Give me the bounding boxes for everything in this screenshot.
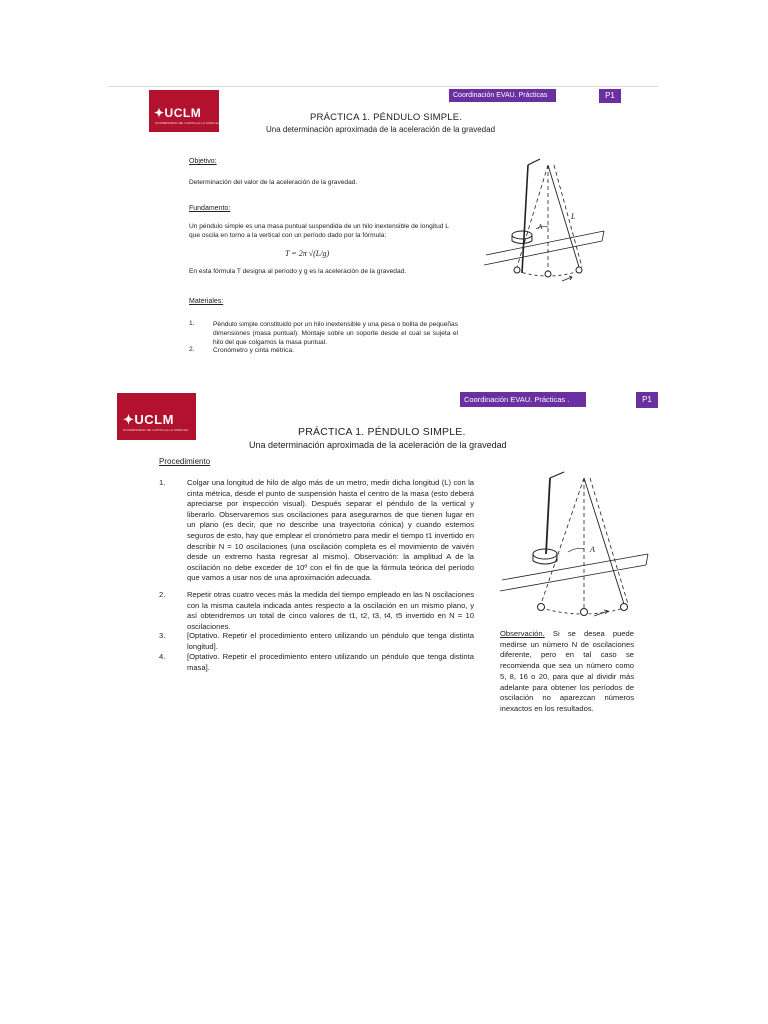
page-subtitle: Una determinación aproximada de la aceleración de la gravedad xyxy=(266,125,496,134)
fundamento-text: Un péndulo simple es una masa puntual suspendida de un hilo inextensible de longitud L que oscila en torno a la vertical con un período dado por la fórmula: xyxy=(189,223,449,239)
procedure-step: [Optativo. Repetir el procedimiento entero utilizando un péndulo que tenga distinta masa]. xyxy=(187,652,474,672)
step-number: 4. xyxy=(159,652,166,661)
logo-brand: ✦UCLM xyxy=(123,412,174,427)
uclm-logo xyxy=(149,90,219,132)
pendulum-diagram xyxy=(498,470,658,620)
coordination-tag: Coordinación EVAU. Prácticas . xyxy=(460,392,586,407)
angle-label: A xyxy=(538,223,543,231)
materiales-heading: Materiales: xyxy=(189,298,224,305)
procedure-step: Colgar una longitud de hilo de algo más de un metro, medir dicha longitud (L) con la cinta métrica, desde el punto de suspensión hasta el centro de la masa (esto deberá apreciarse por inspección visual). Después separar el péndulo de la vertical y liberarlo. Observaremos sus oscilaciones para asegurarnos de que tienen lugar en un plano (es decir, que no describe una trayectoria cónica) y cuando estemos seguros de esto, hay que emplear el cronómetro para medir el tiempo t1 invertido en describir N = 10 oscilaciones (una oscilación completa es el movimiento de vaivén desde un extremo hasta regresar al mismo). Observación: la amplitud A de la oscilación no debe exceder de 10º con el fin de que la fórmula teórica del período que vamos a usar nos de una aproximación adecuada. xyxy=(187,478,474,583)
logo-sub: UNIVERSIDAD DE CASTILLA-LA MANCHA xyxy=(155,121,221,125)
step-number: 1. xyxy=(159,478,166,487)
objetivo-text: Determinación del valor de la aceleración de la gravedad. xyxy=(189,179,358,186)
length-label: L xyxy=(571,212,576,221)
procedimiento-heading: Procedimiento xyxy=(159,457,211,466)
observation-text: Si se desea puede medirse un número N de oscilaciones diferente, pero en tal caso se recomienda que sea un número como 5, 8, 16 o 20, para que al dividir más adelante para obtener los períodos de oscilación no aparezcan números inexactos en los resultados. xyxy=(500,629,634,713)
angle-label: A xyxy=(590,545,595,554)
list-item-number: 1. xyxy=(189,320,195,327)
step-number: 3. xyxy=(159,631,166,640)
list-item: Péndulo simple constituido por un hilo inextensible y una pesa o bolita de pequeñas dimensiones (masa puntual). Montaje sobre un soporte desde el cual se sujeta el hilo del que colgamos la masa puntual. xyxy=(213,321,458,346)
list-item-number: 2. xyxy=(189,346,195,353)
page-title: PRÁCTICA 1. PÉNDULO SIMPLE. xyxy=(298,426,466,438)
observation-note xyxy=(500,629,634,715)
list-item: Cronómetro y cinta métrica. xyxy=(213,347,294,354)
procedure-step: [Optativo. Repetir el procedimiento entero utilizando un péndulo que tenga distinta longitud]. xyxy=(187,631,474,651)
logo-brand: ✦UCLM xyxy=(154,106,202,120)
procedure-step: Repetir otras cuatro veces más la medida del tiempo empleado en las N oscilaciones con la misma cautela indicada antes respecto a la oscilación en un mismo plano, y así obtendremos un total de cinco valores de t1, t2, t3, t4, t5 invertido en N = 10 oscilaciones. xyxy=(187,590,474,631)
page-title: PRÁCTICA 1. PÉNDULO SIMPLE. xyxy=(310,112,463,123)
coordination-tag: Coordinación EVAU. Prácticas xyxy=(449,89,556,102)
pendulum-diagram xyxy=(484,155,610,285)
uclm-logo xyxy=(117,393,196,440)
top-divider xyxy=(108,86,658,87)
page-label: P1 xyxy=(599,89,621,103)
formula-note: En esta fórmula T designa al período y g es la aceleración de la gravedad. xyxy=(189,268,407,275)
period-formula: T = 2π √(L/g) xyxy=(285,249,330,258)
objetivo-heading: Objetivo: xyxy=(189,158,217,165)
observation-label: Observación. xyxy=(500,629,545,638)
step-number: 2. xyxy=(159,590,166,599)
logo-sub: UNIVERSIDAD DE CASTILLA-LA MANCHA xyxy=(123,428,189,432)
page-subtitle: Una determinación aproximada de la aceleración de la gravedad xyxy=(249,440,507,450)
fundamento-heading: Fundamento: xyxy=(189,205,231,212)
page-label: P1 xyxy=(636,392,658,408)
